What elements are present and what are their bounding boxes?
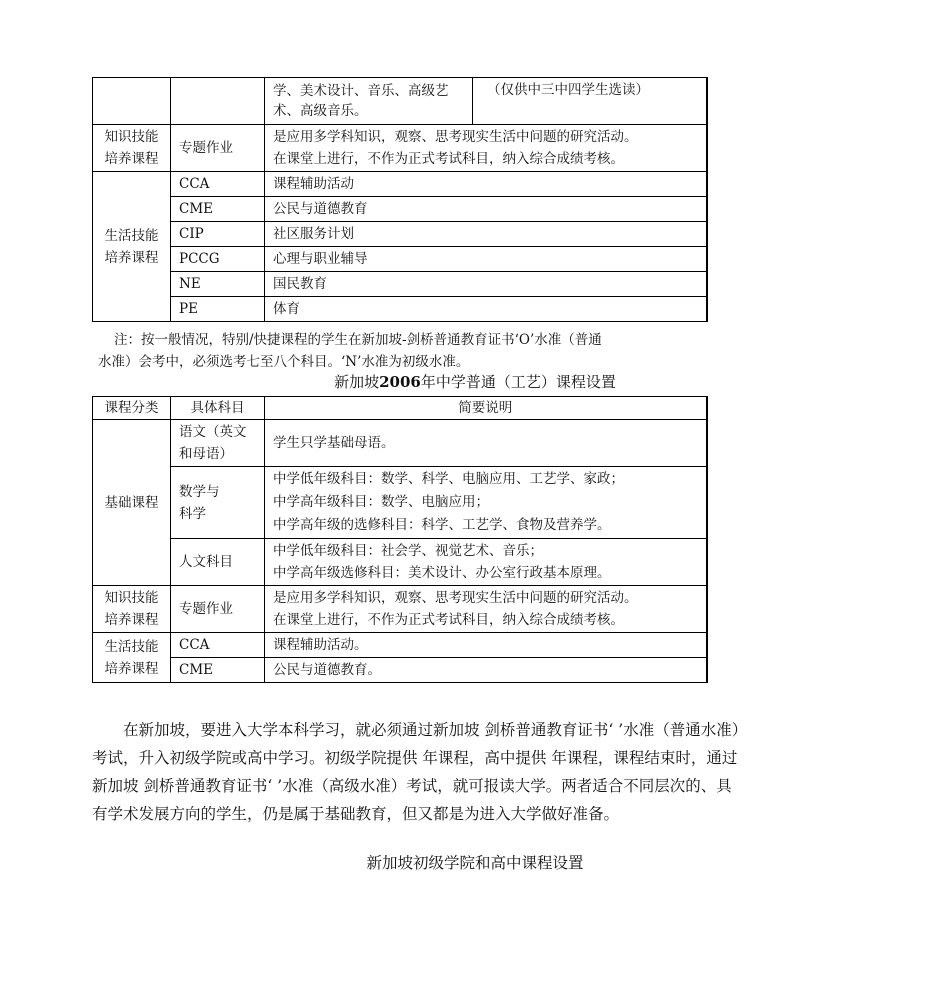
- description-line: 中学高年级的选修科目：科学、工艺学、食物及营养学。: [273, 517, 611, 533]
- description-cell: 学生只学基础母语。: [265, 420, 707, 467]
- footnote-line: 水准）会考中，必须选考七至八个科目。‘N’水准为初级水准。: [98, 354, 470, 370]
- subject-code: CME: [171, 197, 265, 222]
- category-label: 知识技能: [104, 129, 159, 145]
- description-cell: [265, 586, 707, 633]
- category-cell: [93, 172, 171, 322]
- table-row: [93, 272, 707, 297]
- table-row: [93, 658, 707, 683]
- subject-code: NE: [171, 272, 265, 297]
- table-row: [93, 467, 707, 539]
- subjects-line: 术、高级音乐。: [273, 103, 368, 119]
- table-cell: [473, 78, 707, 125]
- section-subtitle: 新加坡初级学院和高中课程设置: [366, 854, 584, 872]
- category-label: 知识技能: [104, 590, 159, 606]
- description-line: 是应用多学科知识，观察、思考现实生活中问题的研究活动。: [273, 129, 638, 145]
- category-cell: [93, 633, 171, 683]
- description-cell: [265, 467, 707, 539]
- description-line: 是应用多学科知识，观察、思考现实生活中问题的研究活动。: [273, 590, 638, 606]
- category-cell: 基础课程: [93, 420, 171, 586]
- column-header: 具体科目: [171, 397, 265, 420]
- table-header-row: [93, 397, 707, 420]
- category-label: 培养课程: [104, 612, 159, 628]
- subject-line: 科学: [179, 505, 206, 522]
- description-line: 在课堂上进行，不作为正式考试科目，纳入综合成绩考核。: [273, 151, 624, 167]
- description-line: 在课堂上进行，不作为正式考试科目，纳入综合成绩考核。: [273, 612, 624, 628]
- description-cell: 公民与道德教育。: [265, 658, 707, 683]
- table-row: [93, 125, 707, 172]
- table-row: [93, 247, 707, 272]
- description-cell: 社区服务计划: [265, 222, 707, 247]
- description-line: 中学低年级科目：社会学、视觉艺术、音乐；: [273, 543, 543, 559]
- category-label: 生活技能: [104, 638, 159, 655]
- table-cell: [265, 78, 473, 125]
- category-cell: [93, 125, 171, 172]
- table-cell: [171, 78, 265, 125]
- subject-cell: 专题作业: [171, 125, 265, 172]
- table-row: [93, 222, 707, 247]
- column-header: 课程分类: [93, 397, 171, 420]
- description-cell: 心理与职业辅导: [265, 247, 707, 272]
- description-cell: 公民与道德教育: [265, 197, 707, 222]
- description-line: 中学低年级科目：数学、科学、电脑应用、工艺学、家政；: [273, 471, 624, 487]
- paragraph-line: 有学术发展方向的学生，仍是属于基础教育，但又都是为进入大学做好准备。: [92, 805, 620, 823]
- description-line: 中学高年级科目：数学、电脑应用；: [273, 494, 489, 510]
- footnote-line: 注：按一般情况，特别/快捷课程的学生在新加坡-剑桥普通教育证书‘O’水准（普通: [114, 332, 602, 348]
- subject-cell: [171, 420, 265, 467]
- subjects-line: 学、美术设计、音乐、高级艺: [273, 83, 449, 99]
- subject-code: PE: [171, 297, 265, 322]
- table-cell: [93, 78, 171, 125]
- description-cell: [265, 125, 707, 172]
- table-caption: [0, 371, 950, 392]
- subject-cell: 人文科目: [171, 539, 265, 586]
- subject-code: PCCG: [171, 247, 265, 272]
- table-row: [93, 420, 707, 467]
- description-cell: 体育: [265, 297, 707, 322]
- table-row: [93, 78, 707, 125]
- subject-line: 数学与: [179, 483, 220, 500]
- description-cell: [265, 539, 707, 586]
- elective-note: （仅供中三中四学生选读）: [487, 82, 649, 98]
- description-line: 中学高年级选修科目：美术设计、办公室行政基本原理。: [273, 565, 611, 581]
- category-label: 培养课程: [104, 151, 159, 167]
- caption-year: 2006: [379, 373, 421, 391]
- caption-text: 新加坡: [334, 373, 380, 391]
- description-cell: 国民教育: [265, 272, 707, 297]
- table-row: [93, 172, 707, 197]
- paragraph-line: 新加坡 剑桥普通教育证书‘ ’水准（高级水准）考试，就可报读大学。两者适合不同层次的、具: [92, 777, 732, 795]
- curriculum-table-continued: [92, 77, 708, 322]
- table-row: [93, 297, 707, 322]
- description-cell: 课程辅助活动: [265, 172, 707, 197]
- table-row: [93, 539, 707, 586]
- subject-code: CCA: [171, 172, 265, 197]
- column-header: 简要说明: [265, 397, 707, 420]
- subject-cell: [171, 467, 265, 539]
- body-paragraph: [92, 716, 860, 828]
- paragraph-line: 在新加坡，要进入大学本科学习，就必须通过新加坡 剑桥普通教育证书‘ ’水准（普通水准）: [123, 721, 748, 739]
- category-label: 生活技能: [104, 227, 159, 244]
- table-row: [93, 197, 707, 222]
- table-footnote: [92, 329, 712, 373]
- subject-code: CCA: [171, 633, 265, 658]
- category-label: 培养课程: [104, 249, 159, 266]
- subject-code: CME: [171, 658, 265, 683]
- description-cell: 课程辅助活动。: [265, 633, 707, 658]
- table-row: [93, 633, 707, 658]
- subject-line: 语文（英文: [179, 424, 247, 440]
- category-cell: [93, 586, 171, 633]
- paragraph-line: 考试，升入初级学院或高中学习。初级学院提供 年课程，高中提供 年课程，课程结束时，通过: [92, 749, 738, 767]
- subject-cell: 专题作业: [171, 586, 265, 633]
- table-row: [93, 586, 707, 633]
- subject-code: CIP: [171, 222, 265, 247]
- technical-curriculum-table: [92, 396, 708, 683]
- subject-line: 和母语）: [179, 446, 233, 462]
- category-label: 培养课程: [104, 660, 159, 677]
- caption-text: 年中学普通（工艺）课程设置: [420, 373, 616, 391]
